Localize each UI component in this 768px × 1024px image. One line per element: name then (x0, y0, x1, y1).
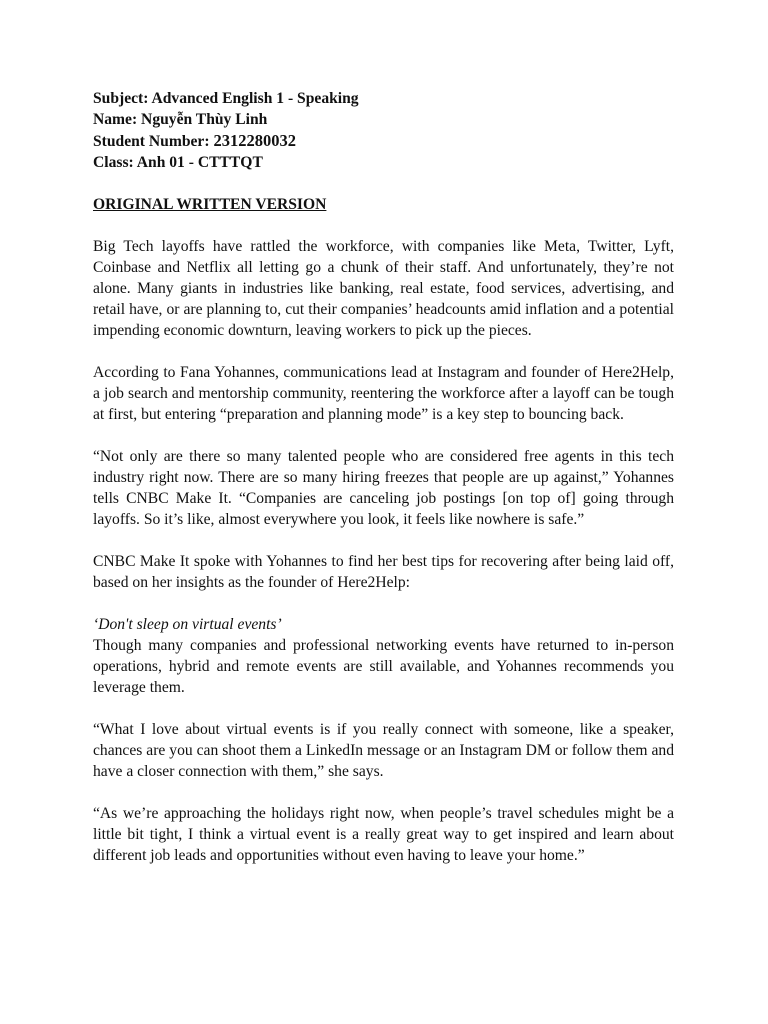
paragraph-1: Big Tech layoffs have rattled the workforce, with companies like Meta, Twitter, Lyft, Coinbase and Netflix all letting go a chunk of their staff. And unfortunately, they’re not alone. Many giants in industries like banking, real estate, food services, advertising, and retail have, or are planning to, cut their companies’ headcounts amid inflation and a potential impending economic downturn, leaving workers to pick up the pieces. (93, 238, 674, 339)
subheading-virtual-events: ‘Don't sleep on virtual events’ (93, 616, 282, 633)
class-line: Class: Anh 01 - CTTTQT (93, 154, 263, 171)
document-page (93, 88, 674, 866)
paragraph-5: Though many companies and professional networking events have returned to in-person operations, hybrid and remote events are still available, and Yohannes recommends you leverage them. (93, 637, 674, 696)
paragraph-2: According to Fana Yohannes, communications lead at Instagram and founder of Here2Help, a job search and mentorship community, reentering the workforce after a layoff can be tough at first, but entering “preparation and planning mode” is a key step to bouncing back. (93, 364, 674, 423)
paragraph-7: “As we’re approaching the holidays right now, when people’s travel schedules might be a little bit tight, I think a virtual event is a really great way to get inspired and learn about different job leads and opportunities without even having to leave your home.” (93, 805, 674, 864)
name-line: Name: Nguyễn Thùy Linh (93, 111, 268, 128)
paragraph-4: CNBC Make It spoke with Yohannes to find her best tips for recovering after being laid off, based on her insights as the founder of Here2Help: (93, 553, 674, 591)
student-number-line (93, 130, 674, 152)
student-number-value: 2312280032 (213, 131, 296, 150)
student-number-label: Student Number: (93, 133, 214, 150)
paragraph-6: “What I love about virtual events is if you really connect with someone, like a speaker, chances are you can shoot them a LinkedIn message or an Instagram DM or follow them and have a closer connection with them,” she says. (93, 721, 674, 780)
subject-line: Subject: Advanced English 1 - Speaking (93, 90, 359, 107)
section-heading: ORIGINAL WRITTEN VERSION (93, 196, 327, 213)
paragraph-3: “Not only are there so many talented people who are considered free agents in this tech industry right now. There are so many hiring freezes that people are up against,” Yohannes tells CNBC Make It. “Companies are canceling job postings [on top of] going through layoffs. So it’s like, almost everywhere you look, it feels like nowhere is safe.” (93, 448, 674, 528)
